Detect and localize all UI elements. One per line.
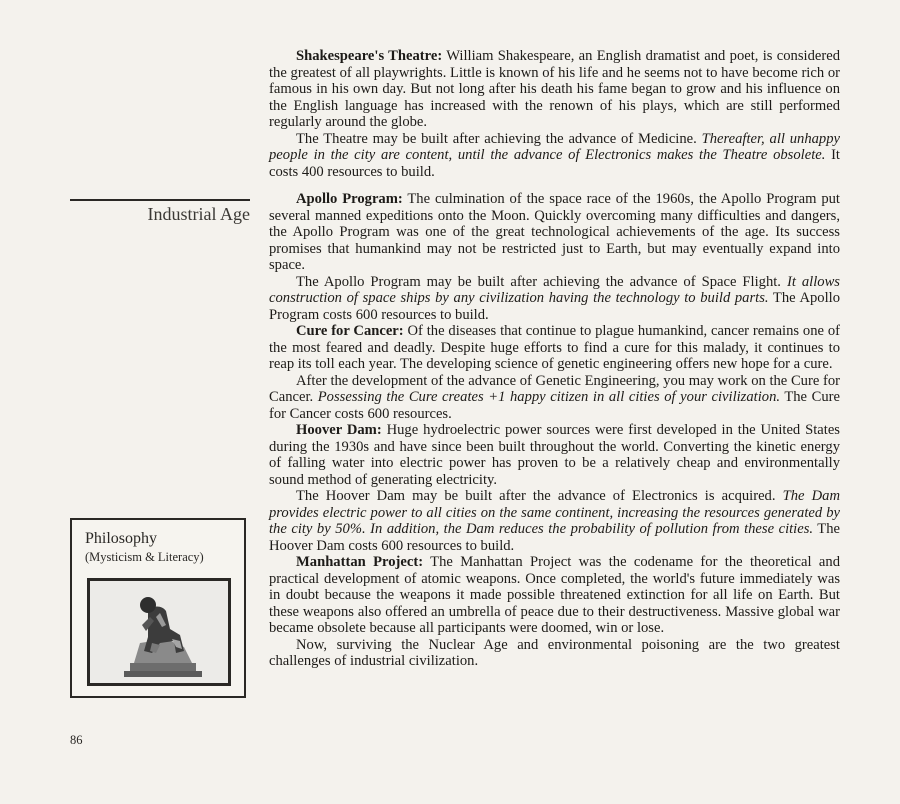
wonder-history-paragraph: Shakespeare's Theatre: William Shakespeare, an English dramatist and poet, is considered the greatest of all playwrights. Little is known of his life and he seems not to have become rich or famous in his own day. But not long after his death his fame began to grow and his influence on the English language has increased with the renown of his plays, which are still performed regularly around the globe.: [269, 48, 840, 130]
wonder-name: Manhattan Project:: [296, 554, 424, 570]
body-text: [269, 48, 840, 670]
philosophy-prerequisites: (Mysticism & Literacy): [85, 550, 204, 564]
wonder-name: Hoover Dam:: [296, 422, 382, 438]
wonder-name: Apollo Program:: [296, 191, 403, 207]
philosophy-box: [70, 518, 246, 698]
wonder-history-paragraph: Apollo Program: The culmination of the space race of the 1960s, the Apollo Program put several manned expeditions onto the Moon. Quickly overcoming many difficulties and dangers, the Apollo Program was one of the great technological achievements of the age. Its success promises that humankind may not be restricted just to Earth, but may eventually expand into space.: [269, 191, 840, 273]
wonder-rule-paragraph: The Apollo Program may be built after achieving the advance of Space Flight. It allows construction of space ships by any civilization having the technology to build parts. The Apollo Program costs 600 resources to build.: [269, 273, 840, 323]
wonder-history-paragraph: Manhattan Project: The Manhattan Project was the codename for the theoretical and practical development of atomic weapons. Once completed, the world's future immediately was in doubt because the weapons it made possible threatened extinction for all life on Earth. But these weapons also offered an umbrella of peace due to their destructiveness. Massive global war became obsolete because all participants were doomed, win or lose.: [269, 554, 840, 636]
wonder-history-paragraph: Hoover Dam: Huge hydroelectric power sources were first developed in the United States during the 1930s and have since been built throughout the world. Converting the kinetic energy of falling water into electric power has proven to be a relatively cheap and environmentally sound method of generating electricity.: [269, 422, 840, 488]
section-rule: [70, 199, 250, 201]
thinker-illustration: [87, 578, 231, 686]
wonder-rule-paragraph: The Theatre may be built after achieving the advance of Medicine. Thereafter, all unhappy people in the city are content, until the advance of Electronics makes the Theatre obsolete. It costs 400 resources to build.: [269, 130, 841, 180]
wonder-history-paragraph: Cure for Cancer: Of the diseases that continue to plague humankind, cancer remains one of the most feared and deadly. Despite huge efforts to find a cure for this malady, it continues to reap its toll each year. The developing science of genetic engineering offers new hope for a cure.: [269, 323, 840, 372]
closing-paragraph: Now, surviving the Nuclear Age and environmental poisoning are the two greatest challenges of industrial civilization.: [269, 636, 840, 669]
philosophy-title: Philosophy: [85, 530, 158, 547]
wonder-rule-paragraph: The Hoover Dam may be built after the advance of Electronics is acquired. The Dam provides electric power to all cities on the same continent, increasing the resources generated by the city by 50%. In addition, the Dam reduces the probability of pollution from these cities. The Hoover Dam costs 600 resources to build.: [269, 488, 840, 554]
page-number: 86: [70, 733, 83, 747]
thinker-statue-icon: [90, 581, 228, 683]
wonder-name: Shakespeare's Theatre:: [296, 48, 443, 64]
wonder-name: Cure for Cancer:: [296, 323, 404, 339]
section-title: Industrial Age: [147, 204, 250, 224]
wonder-rule-paragraph: After the development of the advance of Genetic Engineering, you may work on the Cure for Cancer. Possessing the Cure creates +1 happy citizen in all cities of your civilization. The Cure for Cancer costs 600 resources.: [269, 372, 840, 422]
